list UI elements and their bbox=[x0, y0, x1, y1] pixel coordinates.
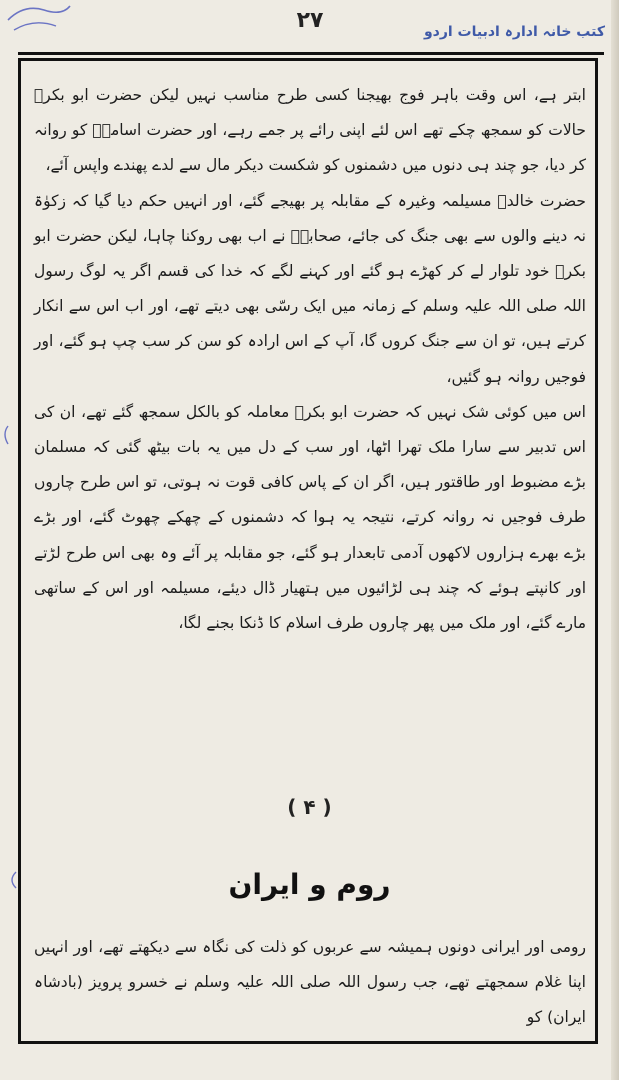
top-rule bbox=[18, 52, 604, 55]
paragraph: اس میں کوئی شک نہیں کہ حضرت ابو بکرؓ معاملہ کو بالکل سمجھ گئے تھے، ان کی اس تدبیر سے سارا ملک تھرا اٹھا، اور سب کے دل میں یہ بات بیٹھ گئی کہ مسلمان بڑے مضبوط اور طاقتور ہیں، اگر ان کے پاس کافی قوت نہ ہوتی، تو اس طرح چاروں طرف فوجیں نہ روانہ کرتے، نتیجہ یہ ہوا کہ دشمنوں کے چھکے چھوٹ گئے، اور بڑے بڑے بھرے ہزاروں لاکھوں آدمی تابعدار ہو گئے، جو مقابلہ پر آئے وہ بھی اس طرح لڑتے اور کانپتے ہوئے کہ چند ہی لڑائیوں میں ہتھیار ڈال دیئے، مسیلمہ اور اس کے ساتھی مارے گئے، اور ملک میں پھر چاروں طرف اسلام کا ڈنکا بجنے لگا، bbox=[34, 402, 586, 633]
ink-mark-icon bbox=[6, 870, 18, 890]
ink-mark-icon bbox=[2, 424, 10, 446]
section2-text bbox=[34, 930, 586, 1035]
paragraph: رومی اور ایرانی دونوں ہمیشہ سے عربوں کو ذلت کی نگاہ سے دیکھتے تھے، اور انہیں اپنا غلام سمجھتے تھے، جب رسول اللہ صلی اللہ علیہ وسلم نے خسرو پرویز (بادشاہ ایران) کو bbox=[34, 938, 586, 1026]
library-stamp: کتب خانہ ادارہ ادبیات اردو bbox=[423, 24, 605, 40]
pencil-scribble-icon bbox=[4, 0, 74, 38]
section1-text bbox=[34, 78, 586, 641]
section-number: ( ۴ ) bbox=[287, 795, 332, 819]
paragraph: حضرت خالدؓ مسیلمہ وغیرہ کے مقابلہ پر بھیجے گئے، اور انہیں حکم دیا گیا کہ زکوٰۃ نہ دینے والوں سے بھی جنگ کی جائے، صحابہؓ نے اب بھی روکنا چاہا، لیکن حضرت ابو بکرؓ خود تلوار لے کر کھڑے ہو گئے اور کہنے لگے کہ خدا کی قسم اگر یہ لوگ رسول اللہ صلی اللہ علیہ وسلم کے زمانہ میں ایک رسّی بھی دیتے تھے، اور اب اس سے انکار کرتے ہیں، تو ان سے جنگ کروں گا، آپ کے اس ارادہ کو سن کر سب چپ ہو گئے، اور فوجیں روانہ ہو گئیں، bbox=[34, 191, 586, 386]
paragraph: ابتر ہے، اس وقت باہر فوج بھیجنا کسی طرح مناسب نہیں لیکن حضرت ابو بکرؓ حالات کو سمجھ چکے تھے اس لئے اپنی رائے پر جمے رہے، اور حضرت اسامہؓ کو روانہ کر دیا، جو چند ہی دنوں میں دشمنوں کو شکست دیکر مال سے لدے پھندے واپس آئے، bbox=[34, 86, 586, 175]
binding-edge bbox=[611, 0, 619, 1080]
section-heading: روم و ایران bbox=[228, 868, 391, 901]
page-number: ۲۷ bbox=[296, 8, 324, 33]
